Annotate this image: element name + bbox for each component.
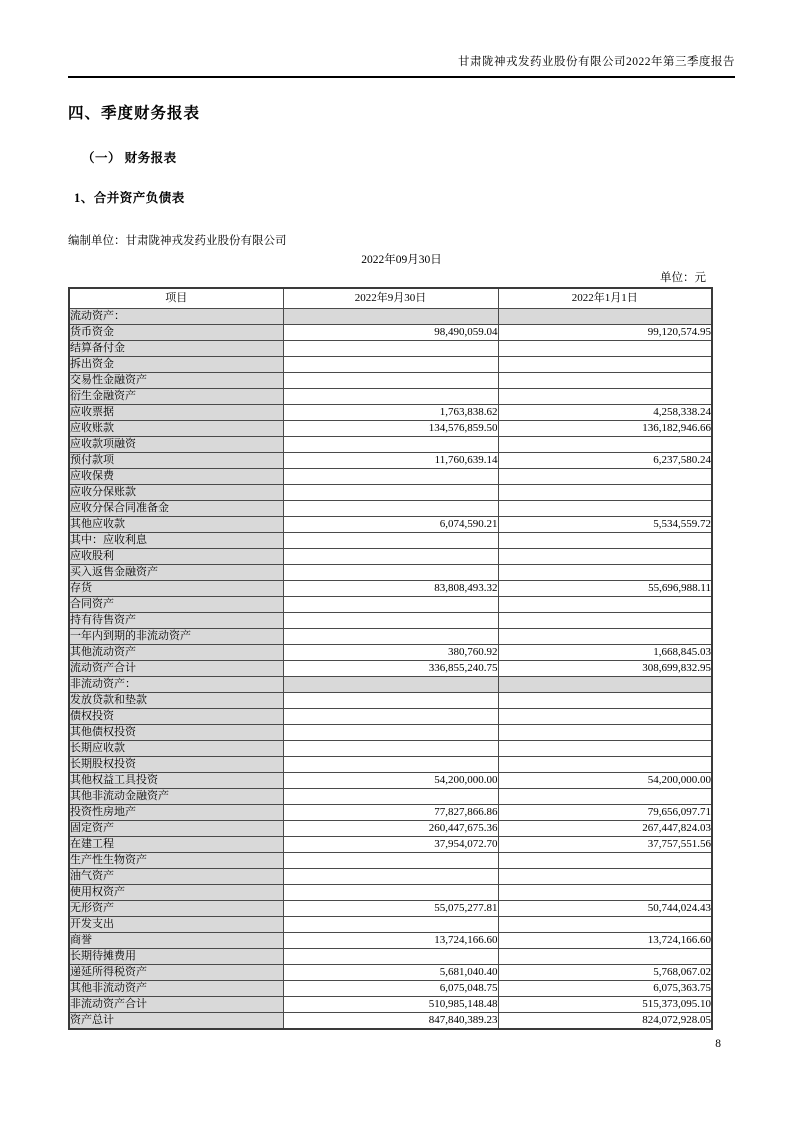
row-label: 流动资产合计 [69,661,283,677]
value-current-period: 83,808,493.32 [283,581,498,597]
table-row [69,709,712,725]
column-header-current-period: 2022年9月30日 [283,288,498,309]
row-label: 存货 [69,581,283,597]
table-row [69,501,712,517]
table-row [69,901,712,917]
value-prior-period [498,725,712,741]
value-prior-period [498,389,712,405]
table-row [69,1013,712,1030]
table-row [69,357,712,373]
value-prior-period: 267,447,824.03 [498,821,712,837]
value-prior-period [498,309,712,325]
row-label: 长期应收款 [69,741,283,757]
row-label: 投资性房地产 [69,805,283,821]
row-label: 非流动资产： [69,677,283,693]
value-current-period: 1,763,838.62 [283,405,498,421]
value-current-period [283,485,498,501]
value-prior-period: 5,768,067.02 [498,965,712,981]
value-prior-period: 54,200,000.00 [498,773,712,789]
table-row [69,341,712,357]
value-current-period [283,373,498,389]
value-prior-period [498,613,712,629]
row-label: 油气资产 [69,869,283,885]
table-row [69,581,712,597]
table-row [69,533,712,549]
value-prior-period: 6,237,580.24 [498,453,712,469]
table-row [69,517,712,533]
row-label: 其他流动资产 [69,645,283,661]
table-row [69,485,712,501]
value-current-period [283,869,498,885]
unit-label: 单位：元 [660,272,706,284]
value-current-period: 6,074,590.21 [283,517,498,533]
row-label: 其他非流动金融资产 [69,789,283,805]
row-label: 应收股利 [69,549,283,565]
value-current-period [283,917,498,933]
row-label: 无形资产 [69,901,283,917]
table-row [69,869,712,885]
row-label: 结算备付金 [69,341,283,357]
value-current-period [283,693,498,709]
row-label: 衍生金融资产 [69,389,283,405]
value-prior-period: 4,258,338.24 [498,405,712,421]
table-row [69,933,712,949]
section-title: 四、季度财务报表 [68,105,201,122]
value-current-period: 98,490,059.04 [283,325,498,341]
table-row [69,629,712,645]
value-prior-period [498,485,712,501]
row-label: 资产总计 [69,1013,283,1030]
row-label: 在建工程 [69,837,283,853]
value-current-period [283,629,498,645]
value-current-period: 37,954,072.70 [283,837,498,853]
table-row [69,741,712,757]
row-label: 应收票据 [69,405,283,421]
value-current-period [283,501,498,517]
value-prior-period [498,677,712,693]
value-prior-period [498,869,712,885]
row-label: 应收分保合同准备金 [69,501,283,517]
value-current-period: 13,724,166.60 [283,933,498,949]
value-current-period: 510,985,148.48 [283,997,498,1013]
value-prior-period [498,629,712,645]
value-current-period [283,309,498,325]
value-current-period [283,885,498,901]
document-header-text: 甘肃陇神戎发药业股份有限公司2022年第三季度报告 [458,56,735,68]
value-prior-period [498,709,712,725]
value-prior-period [498,565,712,581]
report-date: 2022年09月30日 [361,254,442,266]
value-prior-period [498,549,712,565]
value-current-period: 336,855,240.75 [283,661,498,677]
value-current-period [283,469,498,485]
table-row [69,453,712,469]
row-label: 其他债权投资 [69,725,283,741]
value-prior-period: 99,120,574.95 [498,325,712,341]
row-label: 持有待售资产 [69,613,283,629]
row-label: 非流动资产合计 [69,997,283,1013]
table-row [69,325,712,341]
page-number: 8 [715,1038,721,1050]
value-prior-period: 1,668,845.03 [498,645,712,661]
table-row [69,981,712,997]
table-row [69,965,712,981]
value-prior-period: 50,744,024.43 [498,901,712,917]
table-row [69,949,712,965]
value-current-period: 54,200,000.00 [283,773,498,789]
row-label: 其他应收款 [69,517,283,533]
value-current-period: 134,576,859.50 [283,421,498,437]
value-prior-period: 5,534,559.72 [498,517,712,533]
table-row [69,613,712,629]
value-prior-period [498,373,712,389]
value-prior-period: 37,757,551.56 [498,837,712,853]
value-prior-period: 515,373,095.10 [498,997,712,1013]
subsection-title: （一） 财务报表 [82,151,177,165]
value-current-period [283,549,498,565]
row-label: 长期股权投资 [69,757,283,773]
row-label: 预付款项 [69,453,283,469]
value-prior-period [498,501,712,517]
value-prior-period [498,853,712,869]
row-label: 应收款项融资 [69,437,283,453]
balance-sheet-table-header [69,288,712,309]
value-prior-period [498,341,712,357]
value-current-period: 5,681,040.40 [283,965,498,981]
value-prior-period [498,885,712,901]
row-label: 固定资产 [69,821,283,837]
row-label: 发放贷款和垫款 [69,693,283,709]
table-row [69,645,712,661]
table-row [69,805,712,821]
row-label: 开发支出 [69,917,283,933]
table-row [69,917,712,933]
value-current-period [283,725,498,741]
section-row [69,677,712,693]
row-label: 递延所得税资产 [69,965,283,981]
row-label: 一年内到期的非流动资产 [69,629,283,645]
row-label: 拆出资金 [69,357,283,373]
value-current-period: 55,075,277.81 [283,901,498,917]
value-prior-period: 13,724,166.60 [498,933,712,949]
balance-sheet-table [68,287,713,1030]
row-label: 其中：应收利息 [69,533,283,549]
value-prior-period [498,437,712,453]
value-current-period [283,709,498,725]
value-current-period: 260,447,675.36 [283,821,498,837]
table-row [69,469,712,485]
table-row [69,725,712,741]
value-prior-period [498,741,712,757]
value-current-period [283,613,498,629]
value-prior-period [498,533,712,549]
row-label: 交易性金融资产 [69,373,283,389]
row-label: 买入返售金融资产 [69,565,283,581]
value-current-period: 847,840,389.23 [283,1013,498,1030]
page-content [68,0,735,1030]
value-prior-period: 55,696,988.11 [498,581,712,597]
row-label: 生产性生物资产 [69,853,283,869]
row-label: 应收账款 [69,421,283,437]
value-current-period [283,533,498,549]
value-prior-period [498,789,712,805]
header-row [69,288,712,309]
value-current-period: 380,760.92 [283,645,498,661]
table-row [69,389,712,405]
value-current-period [283,565,498,581]
value-current-period [283,949,498,965]
column-header-prior-period: 2022年1月1日 [498,288,712,309]
value-current-period: 6,075,048.75 [283,981,498,997]
value-current-period [283,677,498,693]
section-row [69,309,712,325]
table-row [69,661,712,677]
value-prior-period [498,949,712,965]
table-row [69,405,712,421]
value-prior-period [498,469,712,485]
table-row [69,757,712,773]
value-prior-period [498,357,712,373]
row-label: 其他权益工具投资 [69,773,283,789]
row-label: 使用权资产 [69,885,283,901]
value-current-period [283,853,498,869]
balance-sheet-table-body [69,309,712,1030]
row-label: 长期待摊费用 [69,949,283,965]
row-label: 合同资产 [69,597,283,613]
row-label: 应收保费 [69,469,283,485]
table-row [69,853,712,869]
value-current-period [283,597,498,613]
table-row [69,837,712,853]
value-current-period [283,341,498,357]
row-label: 应收分保账款 [69,485,283,501]
value-prior-period [498,597,712,613]
document-header [68,0,735,78]
row-label: 其他非流动资产 [69,981,283,997]
value-current-period [283,757,498,773]
row-label: 货币资金 [69,325,283,341]
value-prior-period: 6,075,363.75 [498,981,712,997]
value-prior-period [498,757,712,773]
value-prior-period [498,917,712,933]
row-label: 债权投资 [69,709,283,725]
table-row [69,693,712,709]
prepared-by-line: 编制单位：甘肃陇神戎发药业股份有限公司 [68,235,287,247]
table-row [69,773,712,789]
value-prior-period: 79,656,097.71 [498,805,712,821]
value-current-period: 77,827,866.86 [283,805,498,821]
value-prior-period: 308,699,832.95 [498,661,712,677]
table-row [69,373,712,389]
statement-title: 1、合并资产负债表 [74,191,185,205]
row-label: 流动资产： [69,309,283,325]
value-current-period [283,389,498,405]
value-prior-period: 136,182,946.66 [498,421,712,437]
column-header-item: 项目 [69,288,283,309]
table-row [69,597,712,613]
value-current-period: 11,760,639.14 [283,453,498,469]
table-row [69,437,712,453]
table-row [69,885,712,901]
row-label: 商誉 [69,933,283,949]
value-prior-period: 824,072,928.05 [498,1013,712,1030]
table-row [69,549,712,565]
value-current-period [283,357,498,373]
table-row [69,821,712,837]
value-prior-period [498,693,712,709]
value-current-period [283,789,498,805]
table-row [69,789,712,805]
table-row [69,421,712,437]
value-current-period [283,741,498,757]
table-row [69,565,712,581]
table-row [69,997,712,1013]
value-current-period [283,437,498,453]
